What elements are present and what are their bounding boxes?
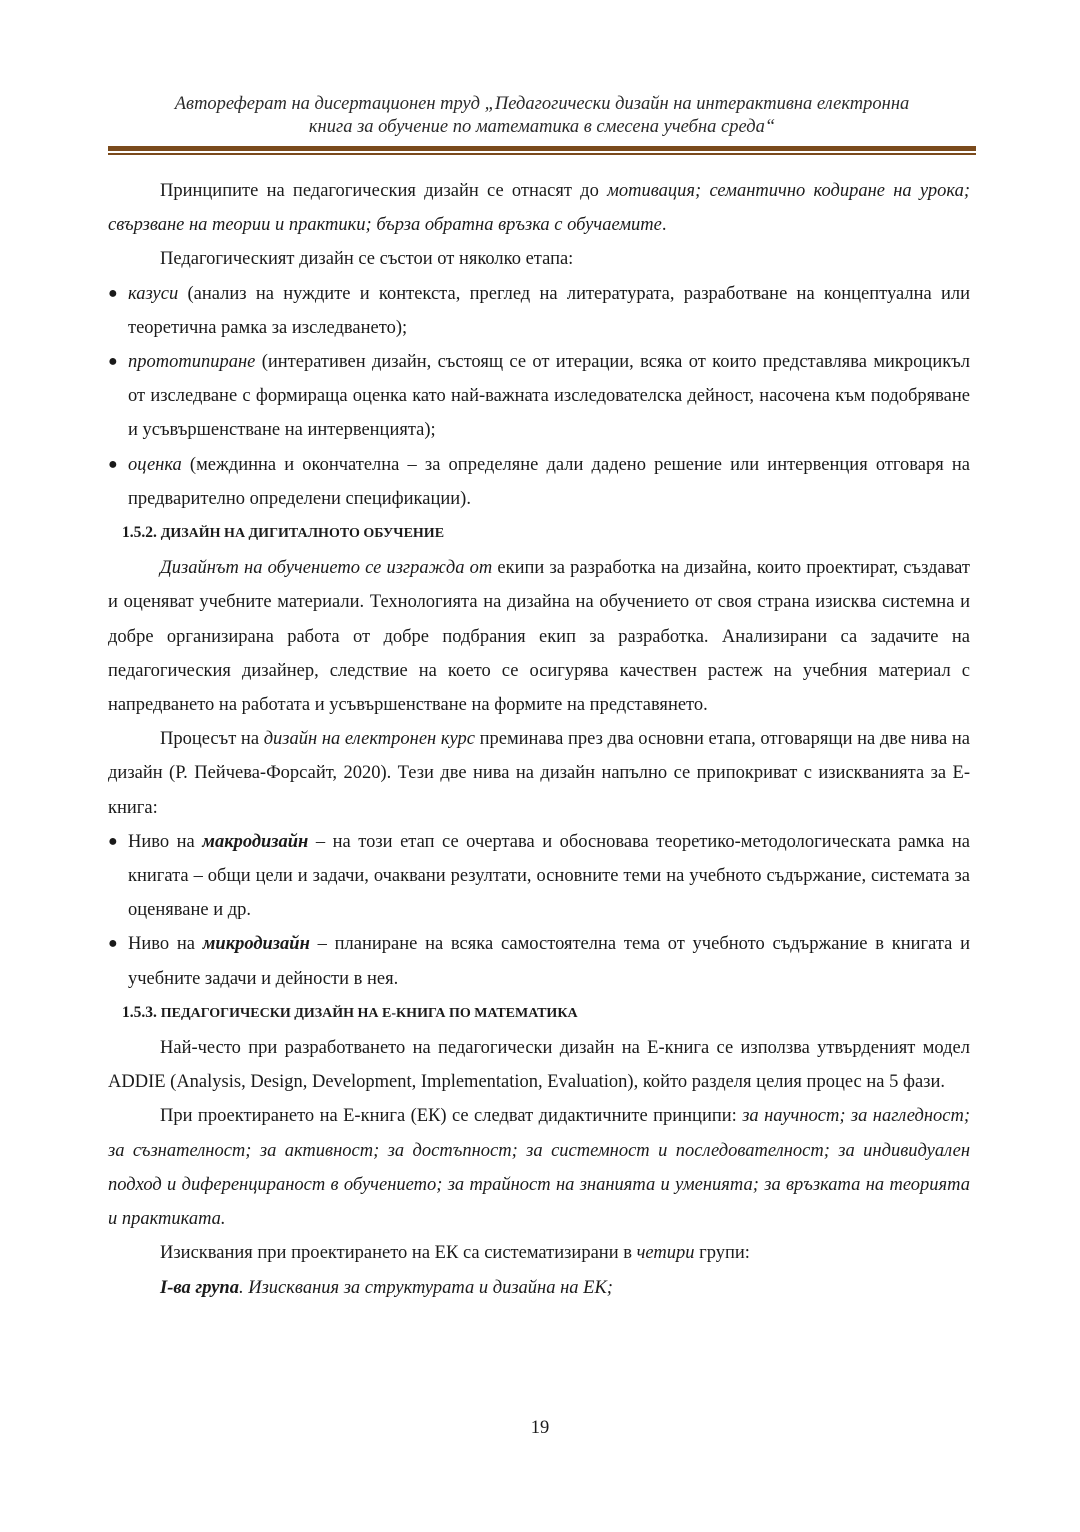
bullet-icon: ●: [108, 935, 118, 953]
italic-text: дизайн на електронен курс: [263, 729, 475, 750]
running-header: [108, 93, 976, 139]
text: Процесът на: [160, 729, 264, 750]
header-rule-thick: [108, 146, 976, 151]
header-rule-thin: [108, 153, 976, 155]
list-item: [108, 927, 970, 995]
bullet-icon: ●: [108, 832, 118, 850]
term: макродизайн: [202, 831, 309, 852]
text: екипи за разработка на дизайна, които проектират, създават и оценяват учебните материали. Технологията на дизайна на обучението от своя страна изисква системна и добре организирана работа от добре подбрания екип за разработка. Анализирани са задачите на педагогическия дизайнер, следствие на което се осигурява качествен растеж на учебния материал с напредването на работата и усъвършенстване на формите на представянето.: [108, 558, 970, 716]
bullet-icon: ●: [108, 455, 118, 473]
paragraph-ecourse-process: [108, 722, 970, 825]
italic-text: . Изисквания за структурата и дизайна на ЕК;: [238, 1277, 613, 1298]
text: Ниво на: [128, 934, 203, 955]
text: (интеративен дизайн, състоящ се от итерации, всяка от които представлява микроцикъл от изследване с формираща оценка като най-важната изследователска дейност, насочена към подобряване и усъвършенстване на интервенцията);: [128, 352, 970, 441]
paragraph-principles: [108, 174, 970, 242]
text: (междинна и окончателна – за определяне дали дадено решение или интервенция отговаря на предварително определени спецификации).: [128, 454, 970, 509]
text: групи:: [694, 1243, 750, 1264]
header-line-2: книга за обучение по математика в смесена учебна среда“: [308, 117, 776, 137]
text: Изисквания при проектирането на ЕК са систематизирани в: [160, 1243, 637, 1264]
section-number: 1.5.2.: [122, 524, 157, 542]
paragraph-group-1: [108, 1271, 970, 1305]
page-number: 19: [530, 1418, 550, 1438]
italic-text: Дизайнът на обучението се изгражда от: [160, 558, 493, 579]
header-line-1: Автореферат на дисертационен труд „Педагогически дизайн на интерактивна електронна: [174, 94, 910, 114]
stages-list: [108, 277, 970, 516]
list-item: [108, 277, 970, 345]
text: преминава през два основни етапа, отговарящи на две нива на дизайн (Р. Пейчева-Форсайт, 2020). Тези две нива на дизайн напълно се припокриват с изискванията за Е-книга:: [108, 729, 971, 818]
page-body: [108, 174, 970, 1305]
paragraph-requirements: [108, 1236, 970, 1270]
term: оценка: [128, 454, 182, 475]
bullet-icon: ●: [108, 353, 118, 371]
italic-text: за научност; за нагледност; за съзнателност; за активност; за достъпност; за системност и последователност; за индивидуален подход и диференцираност в обучението; за трайност на знанията и уменията; за връзката на теорията и практиката.: [108, 1106, 971, 1230]
group-label: I-ва група: [160, 1277, 239, 1298]
text: При проектирането на Е-книга (ЕК) се следват дидактичните принципи:: [160, 1106, 743, 1127]
text: Ниво на: [128, 831, 203, 852]
section-title: ПЕДАГОГИЧЕСКИ ДИЗАЙН НА Е-КНИГА ПО МАТЕМАТИКА: [160, 1005, 578, 1021]
paragraph-didactic-principles: [108, 1099, 970, 1236]
text: Принципите на педагогическия дизайн се отнасят до: [160, 181, 608, 201]
section-heading-1-5-3: [122, 996, 970, 1031]
term: казуси: [128, 283, 179, 304]
text: (анализ на нуждите и контекста, преглед на литературата, разработване на концептуална или теоретична рамка за изследването);: [128, 283, 970, 338]
list-item: [108, 825, 970, 928]
paragraph-addie: Най-често при разработването на педагогически дизайн на Е-книга се използва утвърденият модел ADDIE (Analysis, Design, Development, Implementation, Evaluation), който разделя целия процес на 5 фази.: [108, 1038, 970, 1093]
section-title: ДИЗАЙН НА ДИГИТАЛНОТО ОБУЧЕНИЕ: [160, 526, 445, 542]
text: – планиране на всяка самостоятелна тема от учебното съдържание в книгата и учебните задачи и дейности в нея.: [128, 934, 971, 989]
paragraph-digital-design: [108, 551, 970, 722]
italic-text: четири: [636, 1243, 695, 1264]
text: .: [661, 215, 667, 236]
section-heading-1-5-2: [122, 516, 970, 551]
section-number: 1.5.3.: [122, 1003, 157, 1021]
term: микродизайн: [202, 934, 310, 955]
text: – на този етап се очертава и обосновава теоретико-методологическата рамка на книгата – общи цели и задачи, очаквани резултати, основните теми на учебното съдържание, системата за оценяване и др.: [128, 831, 971, 921]
list-item: [108, 448, 970, 516]
term: прототипиране: [128, 352, 256, 373]
italic-text: мотивация; семантично кодиране на урока; свързване на теории и практики; бърза обратна връзка с обучаемите: [108, 181, 970, 236]
bullet-icon: ●: [108, 284, 118, 302]
paragraph-stages-intro: Педагогическият дизайн се състои от няколко етапа:: [160, 249, 574, 270]
design-levels-list: [108, 825, 970, 996]
list-item: [108, 345, 970, 448]
